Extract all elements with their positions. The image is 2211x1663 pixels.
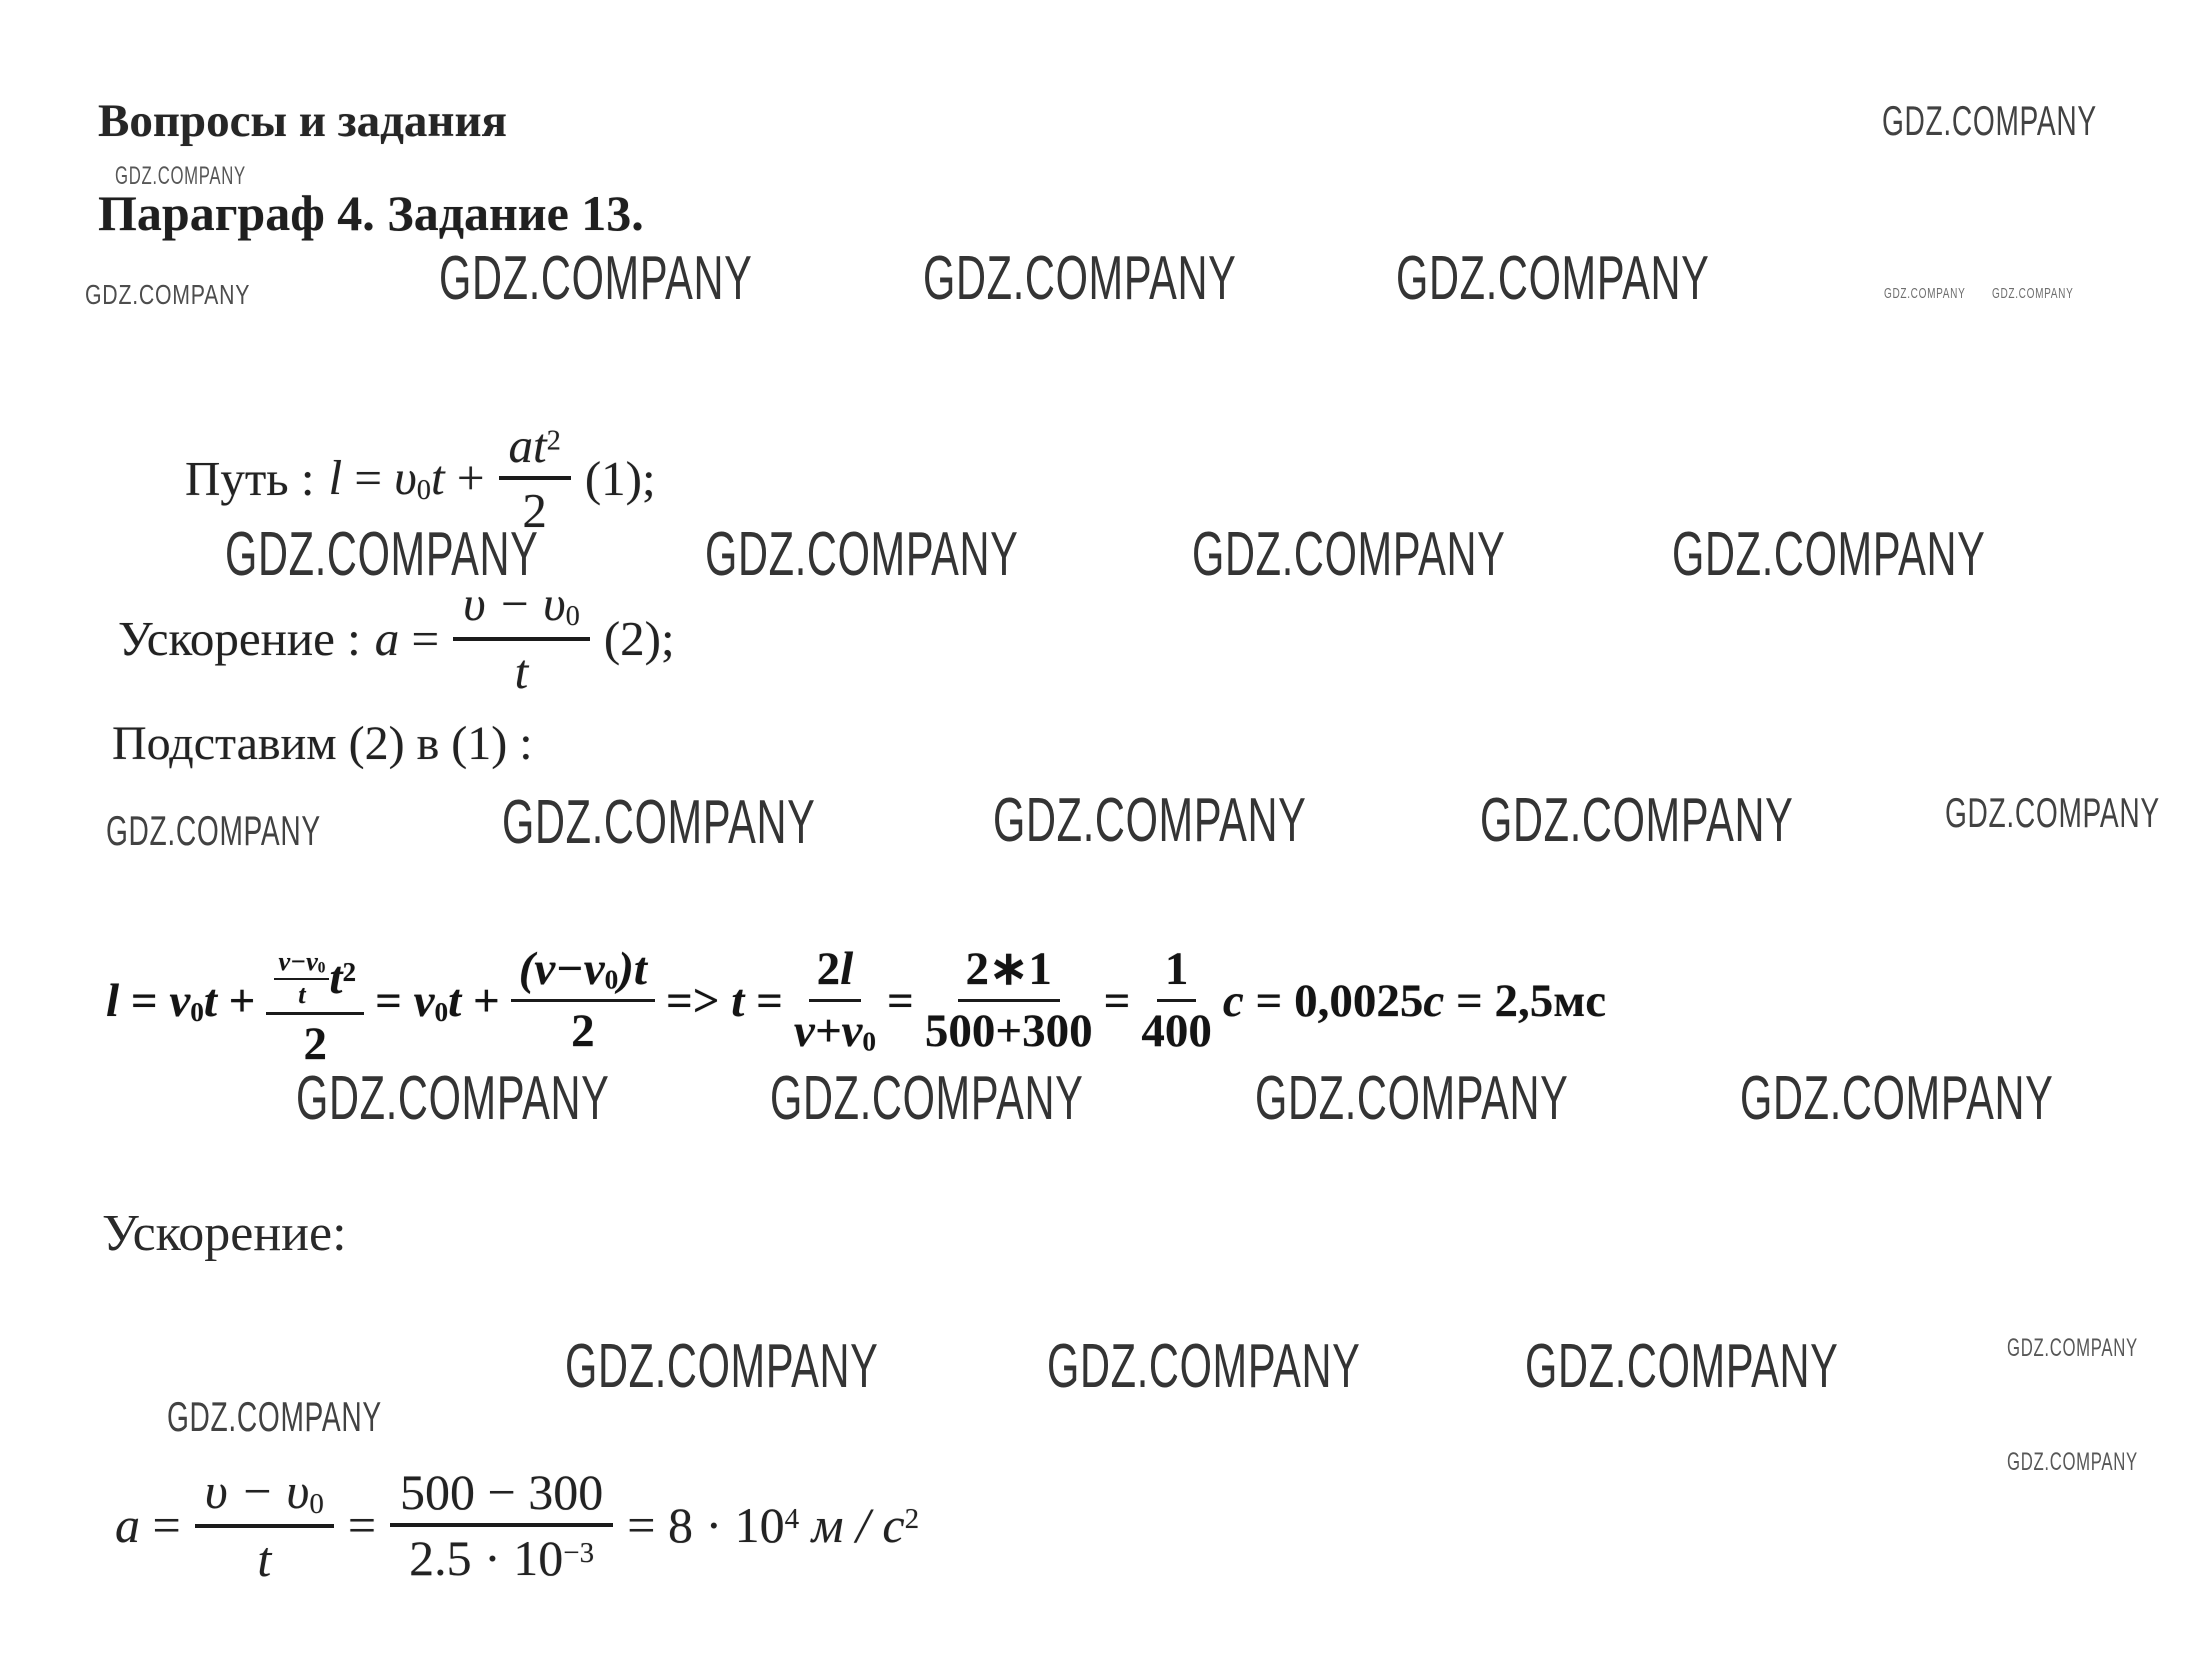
fraction-numerator: 1: [1157, 945, 1197, 1001]
implies-arrow: => t =: [665, 974, 783, 1027]
watermark: GDZ.COMPANY: [1480, 786, 1794, 855]
watermark: GDZ.COMPANY: [1192, 520, 1506, 589]
fraction-denominator: 2: [571, 1004, 595, 1057]
fraction: [925, 945, 1093, 1056]
acceleration-heading: Ускорение:: [102, 1205, 347, 1262]
fraction: [390, 1463, 613, 1586]
watermark: GDZ.COMPANY: [770, 1064, 1084, 1133]
fraction-denominator: 400: [1141, 1004, 1212, 1057]
watermark: GDZ.COMPANY: [106, 807, 321, 854]
fraction: [1141, 945, 1212, 1056]
fraction-numerator: (v−v0)t: [511, 945, 655, 1001]
fraction-numerator: $at^2$: [499, 420, 571, 480]
watermark: GDZ.COMPANY: [2007, 1334, 2138, 1362]
fraction-denominator: 2: [303, 1018, 328, 1071]
formula-time-solution: l = v0t + $\frac{v-v0}{t}$ $t^2$ 2 = v0t + $\frac{(v-v0)t}{2}$ => t = $\frac{2l}{v+v0}$ = $\frac{2∗1}{500+300}$ = $\frac{1}{400}$ c = 0,0025c = 2,5мс: [106, 903, 1606, 1098]
fraction-numerator: 2l: [809, 945, 862, 1001]
fraction-small: $\frac{v-v0}{t}$: [274, 949, 329, 1008]
fraction: [511, 945, 655, 1056]
watermark: GDZ.COMPANY: [1255, 1064, 1569, 1133]
fraction-numerator: 500 − 300: [390, 1466, 613, 1528]
fraction-nested: [266, 931, 364, 1069]
fraction-numerator: 2∗1: [958, 945, 1060, 1001]
fraction-denominator: $2.5 \cdot 10^{-3}$: [409, 1530, 595, 1586]
watermark: GDZ.COMPANY: [1992, 285, 2074, 302]
watermark: GDZ.COMPANY: [1047, 1332, 1361, 1401]
watermark: GDZ.COMPANY: [993, 786, 1307, 855]
task-subtitle: Параграф 4. Задание 13.: [98, 185, 644, 241]
fraction-numerator: $\frac{v-v0}{t}$ $t^2$: [266, 931, 364, 1015]
watermark: GDZ.COMPANY: [115, 162, 246, 190]
formula-acceleration-result: a = $\frac{\upsilon - \upsilon 0}{t}$ = $\frac{500 - 300}{2.5 \cdot 10^{-3}}$ = $8 \cdot 10^4$ м / $с^2$: [115, 1462, 920, 1587]
formula-acceleration-definition: [118, 568, 675, 708]
fraction-numerator: υ − υ0: [453, 578, 590, 641]
fraction-denominator: v+v0: [793, 1004, 877, 1057]
watermark: GDZ.COMPANY: [1740, 1064, 2054, 1133]
watermark: GDZ.COMPANY: [225, 520, 539, 589]
watermark: GDZ.COMPANY: [1672, 520, 1986, 589]
formula-path-lhs: l = υ0t +: [328, 449, 485, 507]
fraction-numerator: υ − υ0: [195, 1465, 334, 1528]
fraction: [453, 576, 590, 700]
watermark: GDZ.COMPANY: [2007, 1448, 2138, 1476]
watermark: GDZ.COMPANY: [1525, 1332, 1839, 1401]
formula-accel-label: Ускорение :: [118, 610, 361, 666]
watermark: GDZ.COMPANY: [1882, 97, 2097, 144]
watermark: GDZ.COMPANY: [565, 1332, 879, 1401]
equation-tag: (1);: [584, 450, 656, 506]
formula-path-label: Путь :: [185, 450, 315, 506]
substitution-note: Подставим (2) в (1) :: [112, 717, 533, 770]
solve-result: c = 0,0025c = 2,5мс: [1222, 974, 1607, 1027]
fraction-denominator: 500+300: [924, 1004, 1093, 1057]
fraction: [499, 417, 571, 538]
watermark: GDZ.COMPANY: [439, 244, 753, 313]
fraction-denominator: t: [257, 1530, 272, 1587]
fraction-denominator: 2: [522, 483, 547, 538]
watermark: GDZ.COMPANY: [85, 279, 251, 310]
acceleration-result: = $8 \cdot 10^4$ м / $с^2$: [627, 1497, 920, 1553]
solve-lhs: l = v0t +: [106, 974, 256, 1027]
watermark: GDZ.COMPANY: [923, 244, 1237, 313]
equation-tag: (2);: [603, 610, 675, 666]
watermark: GDZ.COMPANY: [1884, 285, 1966, 302]
fraction-denominator: t: [514, 644, 529, 700]
formula-accel-lhs: a =: [374, 610, 440, 666]
watermark: GDZ.COMPANY: [705, 520, 1019, 589]
formula-path: [185, 398, 656, 558]
watermark: GDZ.COMPANY: [502, 788, 816, 857]
watermark: GDZ.COMPANY: [167, 1393, 382, 1440]
fraction: [794, 945, 876, 1056]
watermark: GDZ.COMPANY: [296, 1064, 610, 1133]
watermark: GDZ.COMPANY: [1945, 789, 2160, 836]
page-title: Вопросы и задания: [98, 95, 507, 147]
fraction: [195, 1462, 334, 1587]
watermark: GDZ.COMPANY: [1396, 244, 1710, 313]
